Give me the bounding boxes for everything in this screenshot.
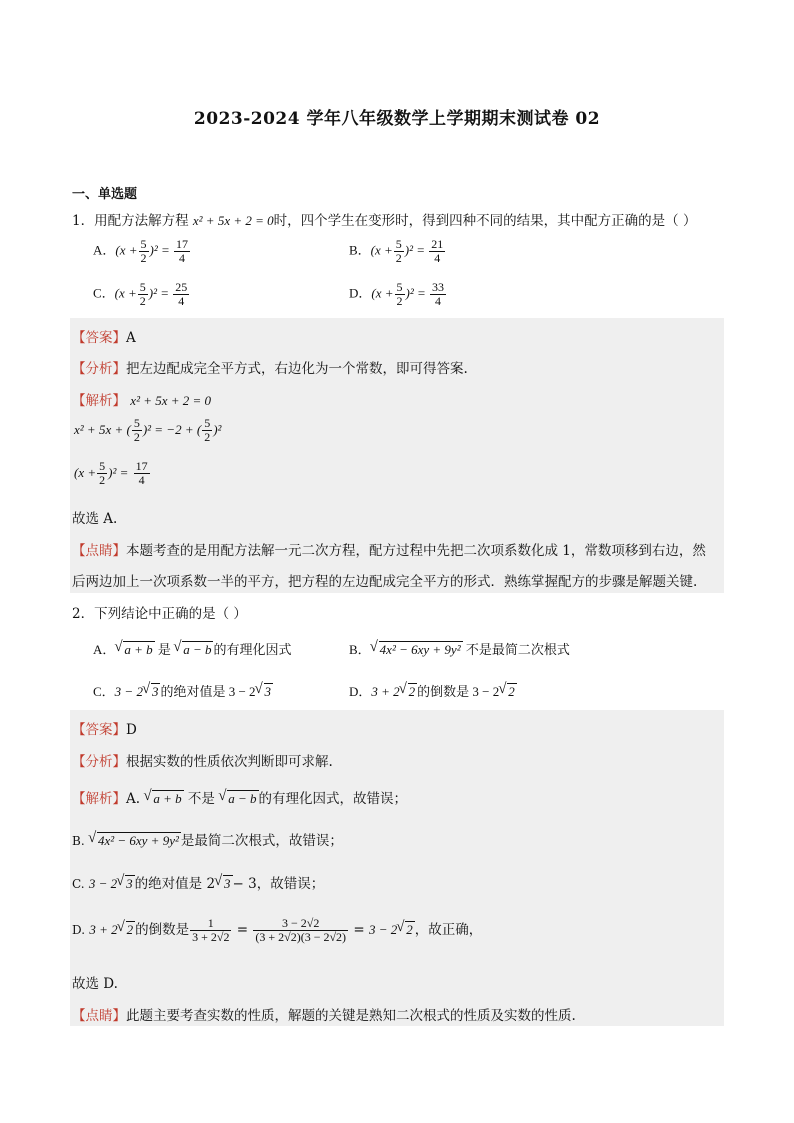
q1-option-c: C．(x + $\frac{5}{2}$ )² = $\frac{25}{4}$ [93,280,188,308]
q1-option-b: B．(x + $\frac{5}{2}$ )² = $\frac{21}{4}$ [349,237,444,265]
q1-comment-cont: 后两边加上一次项系数一半的平方，把方程的左边配成完全平方的形式．熟练掌握配方的步骤是解题关键. [72,574,698,590]
q1-analysis: 【分析】把左边配成完全平方式，右边化为一个常数，即可得答案. [72,361,468,377]
q2-solution-a: 【解析】A. √ a + b 不是 √ a − b 的有理化因式，故错误； [72,787,407,807]
q2-solution-d: D. 3 + 2√ 2 的倒数是 $\frac{1}{3 + 2√2}$ = $\frac{3 - 2√2}{(3 + 2√2)(3 - 2√2)}$ = 3 − 2√ 2 ，故正确， [72,917,482,944]
q2-option-a: A．√ a + b 是 √ a − b 的有理化因式 [93,639,291,658]
q2-option-c: C．3 − 2√ 3 的绝对值是 3 − 2√ 3 [93,681,273,700]
q1-stem: 1．用配方法解方程 x² + 5x + 2 = 0时，四个学生在变形时，得到四种不同的结果，其中配方正确的是（ ） [72,213,697,229]
q2-stem: 2．下列结论中正确的是（ ） [72,606,247,622]
q1-solution-step3: (x + $\frac{5}{2}$ )² = $\frac{17}{4}$ [74,459,148,487]
q1-answer: 【答案】A [72,330,136,346]
section-heading: 一、单选题 [72,187,138,202]
q2-comment: 【点睛】此题主要考查实数的性质，解题的关键是熟知二次根式的性质及实数的性质. [72,1008,576,1024]
q2-analysis: 【分析】根据实数的性质依次判断即可求解. [72,754,333,770]
q2-option-d: D．3 + 2√ 2 的倒数是 3 − 2√ 2 [349,681,517,700]
q1-option-d: D．(x + $\frac{5}{2}$ )² = $\frac{33}{4}$ [349,280,445,308]
q1-solution: 【解析】 x² + 5x + 2 = 0 [72,393,212,409]
q2-solution-b: B. √ 4x² − 6xy + 9y² 是最简二次根式，故错误； [72,829,343,849]
q2-answer: 【答案】D [72,722,137,738]
q2-conclusion: 故选 D. [72,976,118,992]
q2-option-b: B．√ 4x² − 6xy + 9y² 不是最简二次根式 [349,639,570,658]
q1-comment: 【点睛】本题考查的是用配方法解一元二次方程，配方过程中先把二次项系数化成 1，常数项移到右边，然 [72,543,706,559]
q1-option-a: A．(x + $\frac{5}{2}$ )² = $\frac{17}{4}$ [93,237,189,265]
page-title: 2023-2024 学年八年级数学上学期期末测试卷 02 [193,109,601,129]
q2-solution-c: C. 3 − 2√ 3 的绝对值是 2√ 3 − 3，故错误； [72,872,324,892]
q1-solution-step2: x² + 5x + ( $\frac{5}{2}$ )² = −2 + ( $\frac{5}{2}$ )² [74,416,222,444]
q1-conclusion: 故选 A. [72,511,118,527]
